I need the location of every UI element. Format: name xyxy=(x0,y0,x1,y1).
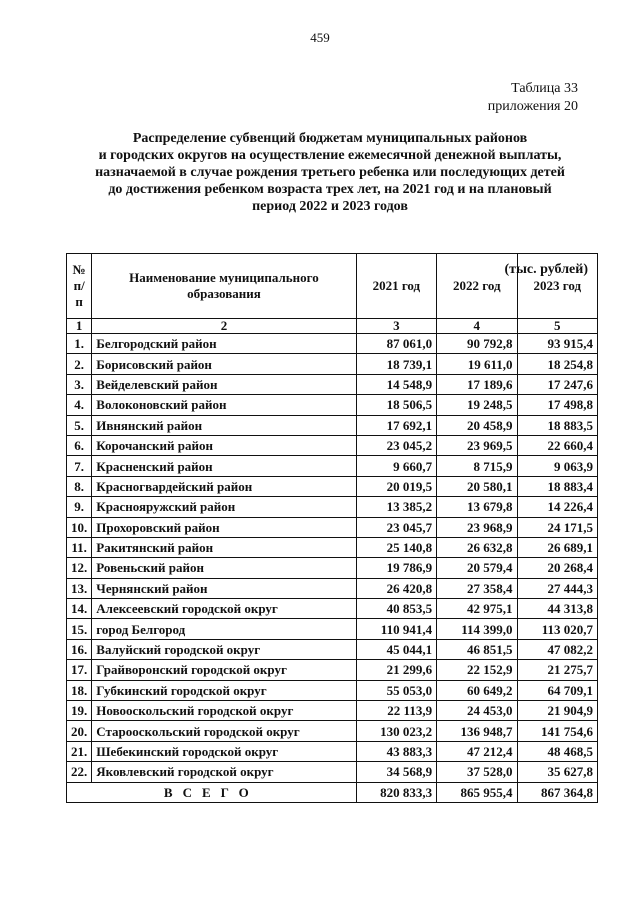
value-2021: 25 140,8 xyxy=(356,537,436,557)
title-line-4: до достижения ребенком возраста трех лет, на 2021 год и на плановый xyxy=(108,182,552,197)
value-2023: 64 709,1 xyxy=(517,680,597,700)
table-reference xyxy=(488,80,578,116)
header-name: Наименование муниципального образования xyxy=(92,254,356,319)
row-number: 15. xyxy=(67,619,92,639)
row-number: 3. xyxy=(67,374,92,394)
value-2022: 20 579,4 xyxy=(437,558,517,578)
value-2023: 17 498,8 xyxy=(517,395,597,415)
value-2022: 26 632,8 xyxy=(437,537,517,557)
row-number: 21. xyxy=(67,741,92,761)
table-row xyxy=(67,639,598,659)
column-number: 2 xyxy=(92,319,356,334)
municipality-name: Шебекинский городской округ xyxy=(92,741,356,761)
municipality-name: Алексеевский городской округ xyxy=(92,599,356,619)
row-number: 7. xyxy=(67,456,92,476)
header-2021: 2021 год xyxy=(356,254,436,319)
value-2023: 113 020,7 xyxy=(517,619,597,639)
value-2023: 27 444,3 xyxy=(517,578,597,598)
table-row xyxy=(67,680,598,700)
value-2022: 42 975,1 xyxy=(437,599,517,619)
municipality-name: Ровеньский район xyxy=(92,558,356,578)
table-row xyxy=(67,456,598,476)
value-2023: 24 171,5 xyxy=(517,517,597,537)
municipality-name: Ракитянский район xyxy=(92,537,356,557)
table-row xyxy=(67,476,598,496)
value-2023: 93 915,4 xyxy=(517,334,597,354)
value-2021: 26 420,8 xyxy=(356,578,436,598)
value-2021: 55 053,0 xyxy=(356,680,436,700)
value-2021: 87 061,0 xyxy=(356,334,436,354)
table-row xyxy=(67,578,598,598)
row-number: 12. xyxy=(67,558,92,578)
value-2021: 18 506,5 xyxy=(356,395,436,415)
value-2023: 48 468,5 xyxy=(517,741,597,761)
value-2022: 24 453,0 xyxy=(437,701,517,721)
municipality-name: Вейделевский район xyxy=(92,374,356,394)
municipality-name: Новооскольский городской округ xyxy=(92,701,356,721)
row-number: 5. xyxy=(67,415,92,435)
table-row xyxy=(67,660,598,680)
table-row xyxy=(67,374,598,394)
table-row xyxy=(67,537,598,557)
municipality-name: Красногвардейский район xyxy=(92,476,356,496)
value-2021: 130 023,2 xyxy=(356,721,436,741)
value-2023: 18 254,8 xyxy=(517,354,597,374)
value-2022: 47 212,4 xyxy=(437,741,517,761)
column-number: 5 xyxy=(517,319,597,334)
units-label: (тыс. рублей) xyxy=(504,262,588,277)
value-2022: 23 968,9 xyxy=(437,517,517,537)
table-row xyxy=(67,558,598,578)
row-number: 8. xyxy=(67,476,92,496)
municipality-name: Губкинский городской округ xyxy=(92,680,356,700)
value-2022: 23 969,5 xyxy=(437,435,517,455)
total-label: ВСЕГО xyxy=(67,782,357,802)
value-2022: 19 248,5 xyxy=(437,395,517,415)
value-2021: 23 045,2 xyxy=(356,435,436,455)
total-2021: 820 833,3 xyxy=(356,782,436,802)
municipality-name: город Белгород xyxy=(92,619,356,639)
municipality-name: Грайворонский городской округ xyxy=(92,660,356,680)
row-number: 17. xyxy=(67,660,92,680)
municipality-name: Красненский район xyxy=(92,456,356,476)
value-2021: 45 044,1 xyxy=(356,639,436,659)
value-2021: 20 019,5 xyxy=(356,476,436,496)
document-title xyxy=(70,130,590,215)
value-2021: 13 385,2 xyxy=(356,497,436,517)
table-row xyxy=(67,721,598,741)
value-2021: 110 941,4 xyxy=(356,619,436,639)
table-row xyxy=(67,599,598,619)
municipality-name: Корочанский район xyxy=(92,435,356,455)
value-2021: 34 568,9 xyxy=(356,762,436,782)
municipality-name: Старооскольский городской округ xyxy=(92,721,356,741)
municipality-name: Борисовский район xyxy=(92,354,356,374)
title-line-2: и городских округов на осуществление ежемесячной денежной выплаты, xyxy=(98,148,562,163)
table-row xyxy=(67,334,598,354)
value-2021: 40 853,5 xyxy=(356,599,436,619)
column-number: 3 xyxy=(356,319,436,334)
value-2021: 23 045,7 xyxy=(356,517,436,537)
title-line-5: период 2022 и 2023 годов xyxy=(252,199,408,214)
table-ref-line-2: приложения 20 xyxy=(487,99,578,114)
municipality-name: Белгородский район xyxy=(92,334,356,354)
value-2022: 46 851,5 xyxy=(437,639,517,659)
value-2022: 17 189,6 xyxy=(437,374,517,394)
row-number: 18. xyxy=(67,680,92,700)
value-2021: 21 299,6 xyxy=(356,660,436,680)
row-number: 9. xyxy=(67,497,92,517)
header-num: № п/п xyxy=(67,254,92,319)
municipality-name: Краснояружский район xyxy=(92,497,356,517)
header-2023: 2023 год xyxy=(517,254,597,319)
municipality-name: Ивнянский район xyxy=(92,415,356,435)
municipality-name: Яковлевский городской округ xyxy=(92,762,356,782)
value-2021: 9 660,7 xyxy=(356,456,436,476)
value-2022: 90 792,8 xyxy=(437,334,517,354)
value-2022: 13 679,8 xyxy=(437,497,517,517)
value-2023: 9 063,9 xyxy=(517,456,597,476)
municipality-name: Валуйский городской округ xyxy=(92,639,356,659)
table-row xyxy=(67,741,598,761)
value-2021: 14 548,9 xyxy=(356,374,436,394)
table-row xyxy=(67,435,598,455)
value-2022: 22 152,9 xyxy=(437,660,517,680)
table-row xyxy=(67,415,598,435)
table-row xyxy=(67,497,598,517)
value-2022: 8 715,9 xyxy=(437,456,517,476)
value-2023: 18 883,4 xyxy=(517,476,597,496)
title-line-1: Распределение субвенций бюджетам муниципальных районов xyxy=(132,131,528,146)
row-number: 14. xyxy=(67,599,92,619)
row-number: 10. xyxy=(67,517,92,537)
value-2023: 44 313,8 xyxy=(517,599,597,619)
value-2022: 60 649,2 xyxy=(437,680,517,700)
row-number: 20. xyxy=(67,721,92,741)
value-2022: 114 399,0 xyxy=(437,619,517,639)
value-2023: 35 627,8 xyxy=(517,762,597,782)
row-number: 16. xyxy=(67,639,92,659)
value-2021: 22 113,9 xyxy=(356,701,436,721)
row-number: 4. xyxy=(67,395,92,415)
value-2021: 18 739,1 xyxy=(356,354,436,374)
table-row xyxy=(67,354,598,374)
header-row xyxy=(67,254,598,319)
table-row xyxy=(67,619,598,639)
value-2023: 17 247,6 xyxy=(517,374,597,394)
value-2023: 21 904,9 xyxy=(517,701,597,721)
row-number: 6. xyxy=(67,435,92,455)
municipality-name: Прохоровский район xyxy=(92,517,356,537)
table-ref-line-1: Таблица 33 xyxy=(511,81,578,96)
value-2023: 141 754,6 xyxy=(517,721,597,741)
value-2022: 27 358,4 xyxy=(437,578,517,598)
value-2023: 21 275,7 xyxy=(517,660,597,680)
municipality-name: Волоконовский район xyxy=(92,395,356,415)
header-2022: 2022 год xyxy=(437,254,517,319)
value-2021: 19 786,9 xyxy=(356,558,436,578)
row-number: 2. xyxy=(67,354,92,374)
row-number: 13. xyxy=(67,578,92,598)
value-2023: 26 689,1 xyxy=(517,537,597,557)
row-number: 1. xyxy=(67,334,92,354)
value-2022: 37 528,0 xyxy=(437,762,517,782)
value-2023: 14 226,4 xyxy=(517,497,597,517)
table-row xyxy=(67,762,598,782)
row-number: 19. xyxy=(67,701,92,721)
table-row xyxy=(67,701,598,721)
table-row xyxy=(67,517,598,537)
value-2021: 43 883,3 xyxy=(356,741,436,761)
column-number: 1 xyxy=(67,319,92,334)
row-number: 11. xyxy=(67,537,92,557)
value-2021: 17 692,1 xyxy=(356,415,436,435)
total-2023: 867 364,8 xyxy=(517,782,597,802)
value-2023: 18 883,5 xyxy=(517,415,597,435)
value-2023: 20 268,4 xyxy=(517,558,597,578)
table-row xyxy=(67,395,598,415)
municipality-name: Чернянский район xyxy=(92,578,356,598)
column-number: 4 xyxy=(437,319,517,334)
value-2023: 47 082,2 xyxy=(517,639,597,659)
value-2022: 136 948,7 xyxy=(437,721,517,741)
total-2022: 865 955,4 xyxy=(437,782,517,802)
table-body xyxy=(67,334,598,783)
row-number: 22. xyxy=(67,762,92,782)
subventions-table xyxy=(66,253,598,803)
column-number-row xyxy=(67,319,598,334)
value-2022: 20 458,9 xyxy=(437,415,517,435)
title-line-3: назначаемой в случае рождения третьего ребенка или последующих детей xyxy=(95,165,565,180)
total-row xyxy=(67,782,598,802)
page-number: 459 xyxy=(310,30,330,45)
value-2022: 20 580,1 xyxy=(437,476,517,496)
value-2022: 19 611,0 xyxy=(437,354,517,374)
value-2023: 22 660,4 xyxy=(517,435,597,455)
